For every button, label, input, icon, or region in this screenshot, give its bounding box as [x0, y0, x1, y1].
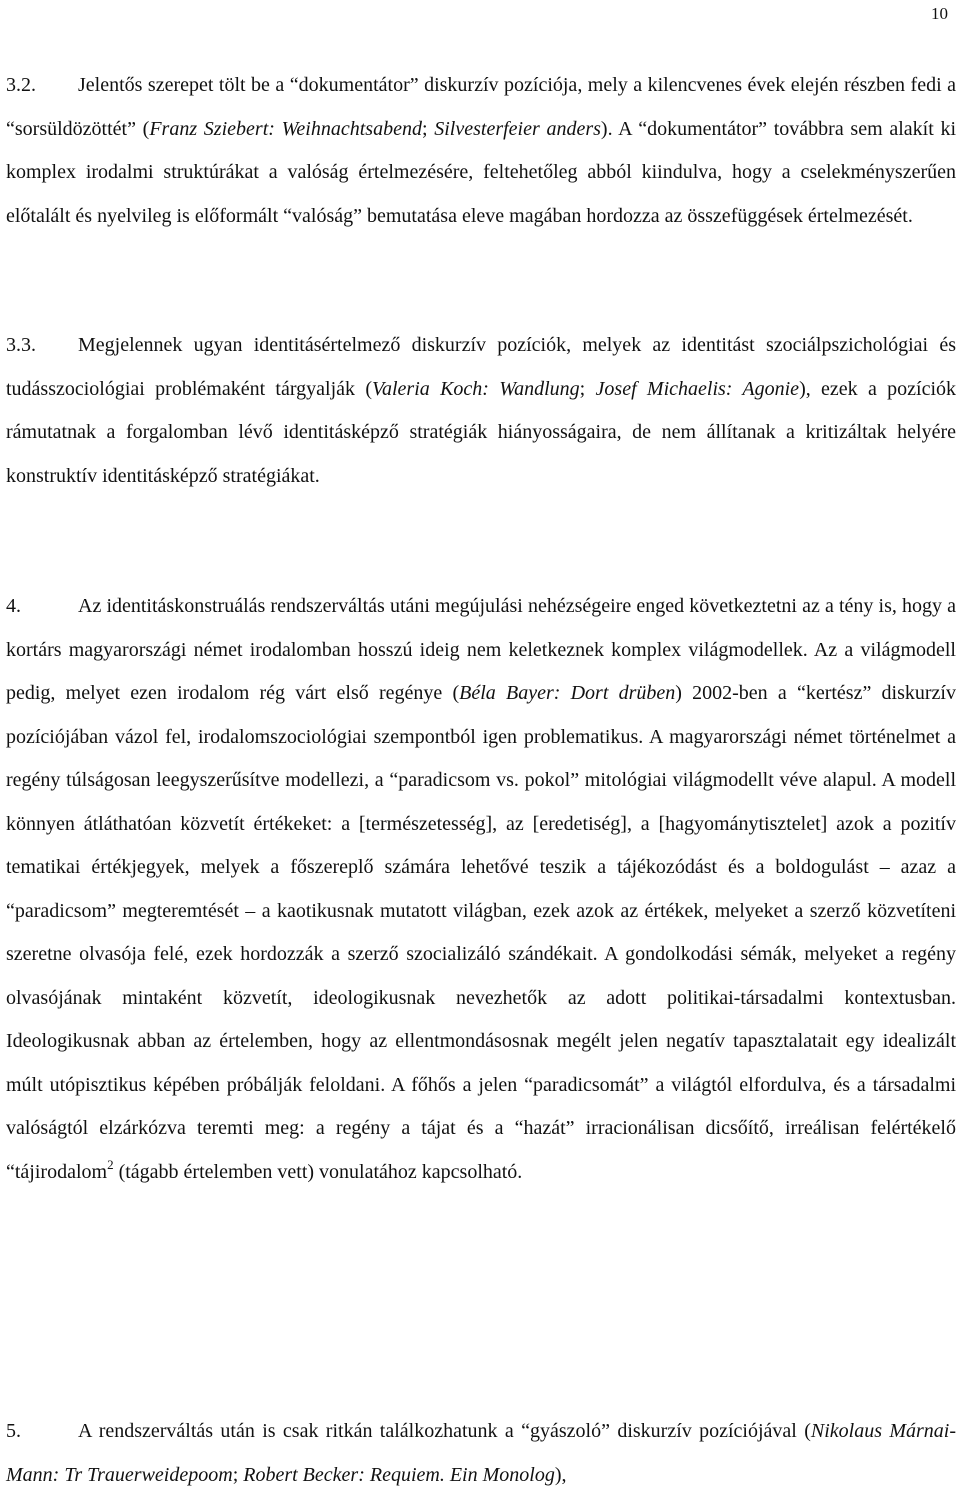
section-number: 5. [6, 1420, 21, 1442]
paragraph-text: Jelentős szerepet tölt be a “dokumentátor” diskurzív pozíciója, mely a kilencvenes évek elején részben fedi a “sorsüldözöttét” ( [6, 74, 956, 140]
work-title: Silvesterfeier anders [434, 117, 601, 140]
work-title: Valeria Koch: Wandlung [372, 377, 580, 400]
section-number: 3.2. [6, 74, 36, 96]
work-title: Josef Michaelis: Agonie [595, 377, 800, 400]
paragraph-text: ; [579, 377, 596, 400]
work-title: Béla Bayer: Dort drüben [459, 682, 676, 704]
work-title: Nikolaus Márnai-Mann: Tr Trauerweidepoom [6, 1420, 956, 1486]
paragraph-3-3 [6, 324, 956, 498]
paragraph-text: Megjelennek ugyan identitásértelmező diskurzív pozíciók, melyek az identitást szociálpszichológiai és tudásszociológiai problémaként tárgyalják ( [6, 334, 956, 400]
paragraph-text: ), [554, 1463, 567, 1486]
paragraph-3-2 [6, 64, 956, 238]
paragraph-text: ; [421, 117, 435, 140]
paragraph-text: A rendszerváltás után is csak ritkán találkozhatunk a “gyászoló” diskurzív pozíciójával ( [78, 1420, 811, 1442]
paragraph-text: Az identitáskonstruálás rendszerváltás utáni megújulási nehézségeire enged következtetni az a tény is, hogy a kortárs magyarországi német irodalomban hosszú ideig nem keletkeznek komplex világmodellek. Az a világmodell pedig, melyet ezen irodalom rég várt első regénye ( [6, 595, 956, 704]
paragraph-text: (tágabb értelemben vett) vonulatához kapcsolható. [113, 1160, 523, 1183]
paragraph-text: ) 2002-ben a “kertész” diskurzív pozíciójában vázol fel, irodalomszociológiai szempontból igen problematikus. A magyarországi német történelmet a regény túlságosan leegyszerűsítve modellezi, a “paradicsom vs. pokol” mitológiai világmodellt véve alapul. A modell könnyen átláthatóan közvetít értékeket: a [természetesség], az [eredetiség], a [hagyománytisztelet] azok a pozitív tematikai értékjegyek, melyek a főszereplő számára lehetővé teszik a tájékozódást és a boldogulást – azaz a “paradicsom” megteremtését – a kaotikusnak mutatott világban, ezek azok az értékek, melyeket a szerző közvetíteni szeretne olvasója felé, ezek hordozzák a szerző szocializáló szándékait. A gondolkodási sémák, melyeket a regény olvasójának mintaként közvetít, ideologikusnak nevezhetők az adott politikai-társadalmi kontextusban. Ideologikusnak abban az értelemben, hogy az ellentmondásosnak megélt jelen negatív tapasztalatait egy idealizált múlt utópisztikus képében próbálják feloldani. A főhős a jelen “paradicsomát” a világtól elfordulva, és a társadalmi valóságtól elzárkózva teremti meg: a regény a tájat és a “hazát” irracionálisan dicsőítő, irreálisan felértékelő “tájirodalom [6, 682, 956, 1183]
paragraph-5 [6, 1410, 956, 1497]
paragraph-text: ). A “dokumentátor” továbbra sem alakít ki komplex irodalmi struktúrákat a valóság értelmezésére, feltehetőleg abból kiindulva, hogy a cselekményszerűen előtalált és nyelvileg is előformált “valóság” bemutatása eleve magában hordozza az összefüggések értelmezését. [6, 117, 957, 227]
paragraph-text: ; [232, 1463, 244, 1486]
paragraph-text: ), ezek a pozíciók rámutatnak a forgalomban lévő identitásképző stratégiák hiányosságaira, de nem állítanak a kritizáltak helyére konstruktív identitásképző stratégiákat. [6, 377, 957, 487]
work-title: Franz Sziebert: Weihnachtsabend [149, 117, 422, 140]
section-number: 4. [6, 595, 21, 617]
footnote-marker[interactable]: 2 [107, 1156, 114, 1172]
work-title: Robert Becker: Requiem. Ein Monolog [243, 1463, 555, 1486]
section-number: 3.3. [6, 334, 36, 356]
page-number: 10 [931, 4, 948, 23]
paragraph-4 [6, 585, 956, 1194]
